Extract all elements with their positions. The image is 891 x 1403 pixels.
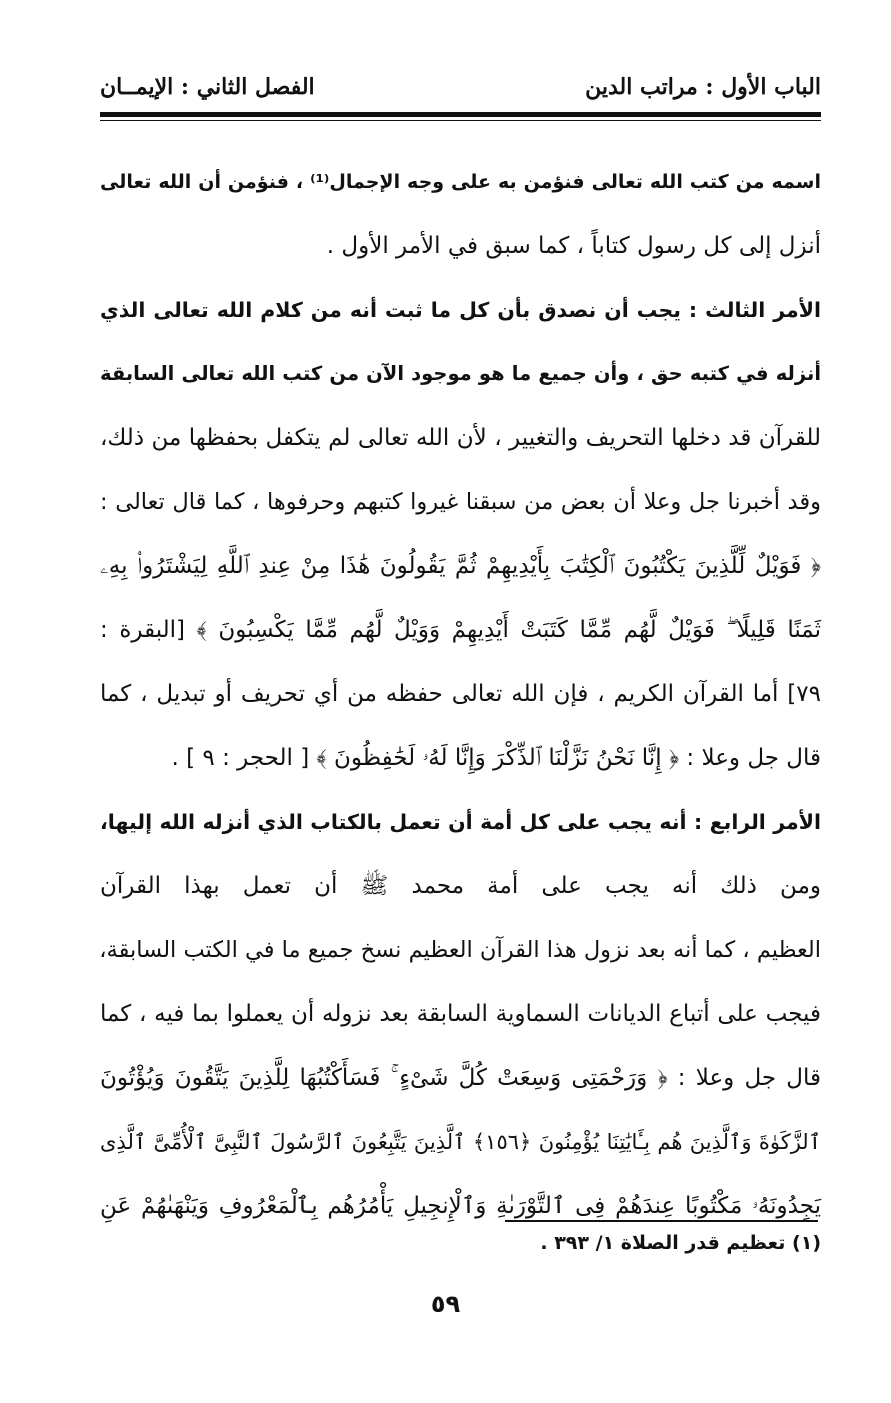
text-line: العظيم ، كما أنه بعد نزول هذا القرآن العظيم نسخ جميع ما في الكتب السابقة، — [99, 937, 821, 963]
footnote-rule — [505, 1220, 818, 1222]
text-line: ٧٩] أما القرآن الكريم ، فإن الله تعالى حفظه من أي تحريف أو تبديل ، كما — [100, 681, 821, 707]
text-line: الأمر الرابع : أنه يجب على كل أمة أن تعمل بالكتاب الذي أنزله الله إليها، — [100, 810, 821, 834]
header-rule-thin — [100, 120, 821, 121]
text-line: للقرآن قد دخلها التحريف والتغيير ، لأن الله تعالى لم يتكفل بحفظها من ذلك، — [100, 425, 821, 451]
quran-verse-line: ﴿ فَوَيْلٌ لِّلَّذِينَ يَكْتُبُونَ ٱلْكِتَٰبَ بِأَيْدِيهِمْ ثُمَّ يَقُولُونَ هَٰذَا مِنْ عِندِ ٱللَّهِ لِيَشْتَرُوا۟ بِهِۦ — [100, 553, 821, 579]
text-line: الأمر الثالث : يجب أن نصدق بأن كل ما ثبت أنه من كلام الله تعالى الذي — [100, 298, 821, 322]
text-line: أنزل إلى كل رسول كتاباً ، كما سبق في الأمر الأول . — [326, 233, 821, 259]
header-chapter-title: الباب الأول : مراتب الدين — [585, 74, 821, 100]
quran-verse-line: قال جل وعلا : ﴿ وَرَحْمَتِى وَسِعَتْ كُلَّ شَىْءٍ ۚ فَسَأَكْتُبُهَا لِلَّذِينَ يَتَّقُونَ وَيُؤْتُونَ — [100, 1065, 821, 1091]
text-line: وقد أخبرنا جل وعلا أن بعض من سبقنا غيروا كتبهم وحرفوها ، كما قال تعالى : — [100, 489, 821, 515]
running-header — [100, 70, 821, 104]
quran-verse-line: ثَمَنًا قَلِيلًا ۖ فَوَيْلٌ لَّهُم مِّمَّا كَتَبَتْ أَيْدِيهِمْ وَوَيْلٌ لَّهُم مِّمَّا يَكْسِبُونَ ﴾ [البقرة : — [100, 617, 821, 643]
body-text — [100, 150, 821, 1238]
text-line: ومن ذلك أنه يجب على أمة محمد ﷺ أن تعمل بهذا القرآن — [100, 873, 821, 899]
quran-verse-line: ٱلزَّكَوٰةَ وَٱلَّذِينَ هُم بِـَٔايَٰتِنَا يُؤْمِنُونَ ﴿١٥٦﴾ ٱلَّذِينَ يَتَّبِعُونَ ٱلرَّسُولَ ٱلنَّبِىَّ ٱلْأُمِّىَّ ٱلَّذِى — [100, 1130, 821, 1154]
quran-verse-line: يَجِدُونَهُۥ مَكْتُوبًا عِندَهُمْ فِى ٱلتَّوْرَىٰةِ وَٱلْإِنجِيلِ يَأْمُرُهُم بِٱلْمَعْرُوفِ وَيَنْهَىٰهُمْ عَنِ — [100, 1193, 821, 1219]
footnote: (١) تعظيم قدر الصلاة ١/ ٣٩٣ . — [540, 1232, 821, 1254]
header-rule-thick — [100, 112, 821, 117]
page-number: ٥٩ — [430, 1290, 461, 1318]
text-line: فيجب على أتباع الديانات السماوية السابقة بعد نزوله أن يعملوا بما فيه ، كما — [100, 1001, 821, 1027]
text-line: قال جل وعلا : ﴿ إِنَّا نَحْنُ نَزَّلْنَا ٱلذِّكْرَ وَإِنَّا لَهُۥ لَحَٰفِظُونَ ﴾ [ الحجر : ٩ ] . — [171, 745, 821, 771]
text-line: أنزله في كتبه حق ، وأن جميع ما هو موجود الآن من كتب الله تعالى السابقة — [100, 362, 821, 385]
header-section-title: الفصل الثاني : الإيمــان — [100, 74, 315, 100]
text-line: اسمه من كتب الله تعالى فنؤمن به على وجه الإجمال⁽¹⁾ ، فنؤمن أن الله تعالى — [100, 171, 821, 193]
